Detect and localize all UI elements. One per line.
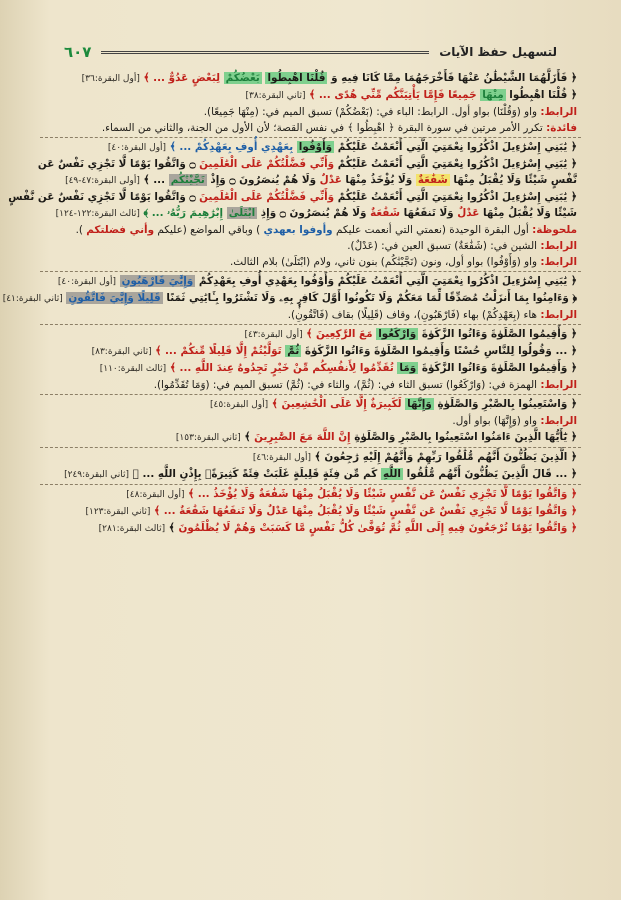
highlight-keyword: مِنْهَا bbox=[482, 89, 504, 101]
verse-text-red: تَوَلَّيْتُمْ إِلَّا قَلِيلًا مِّنكُمْ ... ﴾ bbox=[155, 345, 282, 357]
verse-text-red: لِبَعْضٍ عَدُوٌّ ... ﴾ bbox=[143, 72, 220, 84]
verse-text-red: إِنَّ اللَّهَ مَعَ الصَّٰبِرِينَ bbox=[254, 431, 351, 443]
link-label: الرابط: bbox=[540, 240, 577, 252]
link-text: الشين في: (شَفَٰعَةٌ) تسبق العين في: (عَدْلٌ). bbox=[347, 240, 538, 252]
link-text: هاء (بِعَهْدِكُمْ) بهاء (فَارْهَبُونِ)، وقاف (قَلِيلًا) بقاف (فَاتَّقُونِ). bbox=[287, 309, 538, 321]
highlight-keyword: قَلِيلًا وَإِيَّٰيَ فَاتَّقُونِ bbox=[68, 292, 161, 304]
verse-line bbox=[40, 486, 581, 503]
verse-text-red: مَعَ الرَّٰكِعِينَ ﴾ bbox=[306, 328, 373, 340]
link-note bbox=[40, 413, 581, 429]
verse-text-red: وَأَنِّي فَضَّلْتُكُمْ عَلَى الْعَٰلَمِينَ bbox=[199, 158, 335, 170]
link-note bbox=[40, 377, 581, 393]
verse-text: وَلَا هُمْ يُنصَرُونَ ۝ وَإِذْ bbox=[210, 174, 317, 186]
section-divider bbox=[40, 394, 581, 395]
section-divider bbox=[40, 324, 581, 325]
link-label: الرابط: bbox=[540, 106, 577, 118]
verse-reference: [أول البقرة:٤٥] bbox=[210, 400, 269, 410]
verse-text-red: عَدْلٌ bbox=[319, 174, 342, 186]
verse-reference: [ثاني البقرة:٢٤٩] bbox=[64, 470, 129, 480]
verse-line bbox=[40, 520, 581, 537]
verse-reference: [ثالث البقرة:١١٠] bbox=[99, 364, 167, 374]
link-text: واو (وَأَوْفُوا) بواو أول، ونون (نَجَّيْنَٰكُم) بنون ثاني، ولام (ابْتَلَىٰ) بلام الثالث. bbox=[229, 256, 538, 268]
verse-line bbox=[40, 87, 581, 104]
link-text: واو (وَقُلْنَا) بواو أول. الرابط: الباء في: (بَعْضُكُمْ) تسبق الميم في: (مِنْهَا جَمِيعًا). bbox=[203, 106, 538, 118]
verse-reference: [أول البقرة:٣٦] bbox=[81, 74, 140, 84]
verse-reference: [ثاني البقرة:١٢٣] bbox=[85, 507, 151, 517]
verse-text-red: لَكَبِيرَةٌ إِلَّا عَلَى الْخَٰشِعِينَ ﴾ bbox=[271, 398, 402, 410]
section-divider bbox=[40, 484, 581, 485]
verse-text: ﴿ يَٰبَنِي إِسْرَٰءِيلَ اذْكُرُوا نِعْمَتِيَ الَّتِي أَنْعَمْتُ عَلَيْكُمْ bbox=[337, 158, 577, 170]
verse-text-red: ﴿ وَاتَّقُوا يَوْمًا لَّا تَجْزِي نَفْسٌ عَن نَّفْسٍ شَيْئًا وَلَا يُقْبَلُ مِنْهَا شَفَٰعَةٌ وَلَا يُؤْخَذُ ... ﴾ bbox=[188, 488, 577, 500]
link-note bbox=[40, 104, 581, 120]
verse-text-red: شَفَٰعَةٌ bbox=[370, 207, 400, 219]
verse-text: وَلَا يُؤْخَذُ مِنْهَا bbox=[345, 174, 413, 186]
header-rule bbox=[101, 51, 429, 54]
highlight-keyword: بَعْضُكُمْ bbox=[225, 72, 260, 84]
verse-reference: [ثاني البقرة:٣٨] bbox=[245, 91, 306, 101]
link-text: واو (وَإِنَّهَا) بواو أول. bbox=[452, 415, 538, 427]
remark-text-blue: وأوفوا بعهدي bbox=[263, 224, 333, 236]
verse-reference: [أول البقرة:٤٠] bbox=[107, 143, 167, 153]
verse-text: ۝ وَاتَّقُوا يَوْمًا لَّا تَجْزِي نَفْسٌ عَن bbox=[37, 158, 196, 170]
verse-text-red: ﴿ وَاتَّقُوا يَوْمًا لَّا تَجْزِي نَفْسٌ عَن نَّفْسٍ شَيْئًا وَلَا يُقْبَلُ مِنْهَا عَدْلٌ وَلَا تَنفَعُهَا شَفَٰعَةٌ ... ﴾ bbox=[154, 505, 577, 517]
verse-text: ﴿ وَأَقِيمُوا الصَّلَوٰةَ وَءَاتُوا الزَّكَوٰةَ bbox=[421, 362, 577, 374]
verse-text-green: إِبْرَٰهِيمَ رَبُّهُۥ ... ﴾ bbox=[143, 207, 224, 219]
verse-line bbox=[40, 503, 581, 520]
remark-text: ) وباقي المواضع (عليكم bbox=[157, 224, 261, 236]
verse-line bbox=[40, 343, 581, 360]
verse-line bbox=[40, 273, 581, 290]
highlight-keyword: ثُمَّ bbox=[287, 345, 300, 357]
remark-text: ). bbox=[75, 224, 83, 236]
highlight-keyword: وَمَا bbox=[399, 362, 417, 374]
highlight-keyword: وَإِيَّٰيَ فَارْهَبُونِ bbox=[121, 275, 194, 287]
highlight-green: قُلْنَا اهْبِطُوا bbox=[267, 72, 326, 84]
verse-text: ﴿ قُلْنَا اهْبِطُوا bbox=[509, 89, 577, 101]
verse-text: نَّفْسٍ شَيْئًا وَلَا يُقْبَلُ مِنْهَا bbox=[453, 174, 577, 186]
verse-text: ﴿ فَأَزَلَّهُمَا الشَّيْطَٰنُ عَنْهَا فَأَخْرَجَهُمَا مِمَّا كَانَا فِيهِ وَ bbox=[331, 72, 577, 84]
verse-text: ﴾ bbox=[168, 522, 175, 534]
section-divider bbox=[40, 137, 581, 138]
section-divider bbox=[40, 447, 581, 448]
verse-text: ﴿ وَأَقِيمُوا الصَّلَوٰةَ وَءَاتُوا الزَّكَوٰةَ bbox=[421, 328, 577, 340]
verse-text-red: تُقَدِّمُوا لِأَنفُسِكُم مِّنْ خَيْرٍ تَجِدُوهُ عِندَ اللَّهِ ... ﴾ bbox=[169, 362, 394, 374]
link-label: الرابط: bbox=[540, 309, 577, 321]
page-header bbox=[64, 40, 557, 64]
link-text: الهمزة في: (وَارْكَعُوا) تسبق الثاء في: (ثُمَّ)، والثاء في: (ثُمَّ) تسبق الميم في: (وَمَا تُقَدِّمُوا). bbox=[153, 379, 538, 391]
remark-label: ملحوظة: bbox=[532, 224, 577, 236]
verse-text: وَلَا تَنفَعُهَا bbox=[403, 207, 454, 219]
verse-reference: [ثالث البقرة:٢٨١] bbox=[98, 524, 166, 534]
remark-text-red: وأني فضلتكم bbox=[86, 224, 155, 236]
highlight-keyword: وَارْكَعُوا bbox=[378, 328, 417, 340]
verse-line bbox=[40, 449, 581, 466]
highlight-keyword: شَفَٰعَةٌ bbox=[417, 174, 448, 186]
verse-line bbox=[37, 156, 581, 172]
verse-text: ﴿ وَاسْتَعِينُوا بِالصَّبْرِ وَالصَّلَوٰةِ bbox=[437, 398, 577, 410]
link-note bbox=[40, 254, 581, 270]
verse-text-red: ﴿ وَاتَّقُوا يَوْمًا تُرْجَعُونَ فِيهِ إِلَى اللَّهِ bbox=[404, 522, 577, 534]
verse-text: ۝ وَاتَّقُوا يَوْمًا لَّا تَجْزِي نَفْسٌ عَن نَّفْسٍ bbox=[8, 191, 196, 203]
link-note bbox=[40, 238, 581, 254]
highlight-keyword: نَجَّيْنَٰكُم bbox=[170, 174, 205, 186]
verse-text: ﴿ ... قَالَ الَّذِينَ يَظُنُّونَ أَنَّهُم مُّلَٰقُوا bbox=[406, 468, 577, 480]
verse-text: ... ﴾ bbox=[143, 174, 166, 186]
benefit-text: تكرر الأمر مرتين في سورة البقرة ﴿ اهْبِطُوا ﴾ في نفس القصة؛ لأن الأول من الجنة، والثاني من السماء. bbox=[101, 122, 543, 134]
remark-note bbox=[40, 222, 581, 238]
verse-line bbox=[40, 360, 581, 377]
verse-line bbox=[40, 139, 581, 156]
verse-text: ﴿ يَٰبَنِي إِسْرَٰءِيلَ اذْكُرُوا نِعْمَتِيَ الَّتِي أَنْعَمْتُ عَلَيْكُمْ وَأَوْفُوا بِعَهْدِي أُوفِ بِعَهْدِكُمْ bbox=[198, 275, 577, 287]
link-label: الرابط: bbox=[540, 379, 577, 391]
verse-text: ﴿ وَءَامِنُوا بِمَا أَنزَلْتُ مُصَدِّقًا لِّمَا مَعَكُمْ وَلَا تَكُونُوا أَوَّلَ كَافِرٍۭ بِهِۦ وَلَا تَشْتَرُوا بِـَٔايَٰتِي ثَمَنًا bbox=[166, 292, 577, 304]
verse-text-red: ثُمَّ تُوَفَّىٰ كُلُّ نَفْسٍ مَّا كَسَبَتْ وَهُمْ لَا يُظْلَمُونَ bbox=[178, 522, 401, 534]
verse-reference: [ثاني البقرة:٨٣] bbox=[91, 347, 152, 357]
verse-text: وَلَا هُمْ يُنصَرُونَ ۝ وَإِذِ bbox=[260, 207, 367, 219]
verse-line bbox=[40, 70, 581, 87]
verse-text: كَم مِّن فِئَةٍ قَلِيلَةٍ غَلَبَتْ فِئَةً كَثِيرَةًۢ بِإِذْنِ اللَّهِ ... ﴾ bbox=[132, 468, 378, 480]
page-content bbox=[2, 70, 581, 878]
benefit-label: فائدة: bbox=[546, 122, 577, 134]
section-divider bbox=[40, 271, 581, 272]
verse-text: ﴿ يَٰبَنِي إِسْرَٰءِيلَ اذْكُرُوا نِعْمَتِيَ الَّتِي أَنْعَمْتُ عَلَيْكُمْ bbox=[337, 191, 577, 203]
verse-line bbox=[2, 290, 581, 307]
verse-reference: [أول البقرة:٤٣] bbox=[244, 330, 303, 340]
verse-reference: [ثاني البقرة:١٥٣] bbox=[175, 433, 241, 443]
highlight-keyword: اللَّهِ bbox=[382, 468, 401, 480]
verse-text: شَيْئًا وَلَا يُقْبَلُ مِنْهَا bbox=[483, 207, 577, 219]
verse-text: ﴿ يَٰبَنِي إِسْرَٰءِيلَ اذْكُرُوا نِعْمَتِيَ الَّتِي أَنْعَمْتُ عَلَيْكُمْ bbox=[337, 141, 577, 153]
verse-line bbox=[40, 396, 581, 413]
verse-reference: [أول البقرة:٤٨] bbox=[126, 490, 185, 500]
highlight-keyword: وَإِنَّهَا bbox=[407, 398, 432, 410]
link-label: الرابط: bbox=[540, 415, 577, 427]
benefit-note bbox=[40, 120, 581, 136]
link-note bbox=[40, 307, 581, 323]
verse-text: ﴿ يَٰٓأَيُّهَا الَّذِينَ ءَامَنُوا اسْتَعِينُوا بِالصَّبْرِ وَالصَّلَوٰةِ bbox=[354, 431, 577, 443]
verse-line bbox=[40, 466, 581, 483]
verse-reference: [ثالث البقرة:١٢٢-١٢٤] bbox=[55, 209, 140, 219]
page-number: ٦٠٧ bbox=[64, 43, 92, 61]
verse-text-blue: بِعَهْدِي أُوفِ بِعَهْدِكُمْ ... ﴾ bbox=[169, 141, 294, 153]
verse-text-red: جَمِيعًا فَإِمَّا يَأْتِيَنَّكُم مِّنِّي هُدًى ... ﴾ bbox=[309, 89, 477, 101]
remark-text: أول البقرة الوحيدة (نعمتي التي أنعمت عليكم bbox=[335, 224, 529, 236]
verse-line bbox=[8, 189, 581, 205]
verse-text: ﴿ الَّذِينَ يَظُنُّونَ أَنَّهُم مُّلَٰقُوا رَبِّهِمْ وَأَنَّهُمْ إِلَيْهِ رَٰجِعُونَ ﴾ bbox=[314, 451, 577, 463]
verse-line bbox=[40, 172, 581, 189]
verse-line bbox=[40, 205, 581, 222]
verse-reference: [أول البقرة:٤٠] bbox=[57, 277, 117, 287]
link-label: الرابط: bbox=[540, 256, 577, 268]
book-title: لتسهيل حفظ الآيات bbox=[439, 45, 557, 59]
verse-text: ﴿ ... وَقُولُوا لِلنَّاسِ حُسْنًا وَأَقِيمُوا الصَّلَوٰةَ وَءَاتُوا الزَّكَوٰةَ bbox=[304, 345, 577, 357]
verse-text: ﴾ bbox=[244, 431, 251, 443]
verse-line bbox=[40, 429, 581, 446]
verse-reference: [أولى البقرة:٤٧-٤٩] bbox=[65, 176, 140, 186]
verse-reference: [ثاني البقرة:٤١] bbox=[2, 294, 63, 304]
highlight-keyword: ابْتَلَىٰ bbox=[228, 207, 256, 219]
verse-text-red: وَأَنِّي فَضَّلْتُكُمْ عَلَى الْعَٰلَمِينَ bbox=[199, 191, 335, 203]
verse-line bbox=[40, 326, 581, 343]
highlight-keyword: وَأَوْفُوا bbox=[298, 141, 333, 153]
verse-text-red: عَدْلٌ bbox=[457, 207, 480, 219]
verse-reference: [أول البقرة:٤٦] bbox=[252, 453, 312, 463]
